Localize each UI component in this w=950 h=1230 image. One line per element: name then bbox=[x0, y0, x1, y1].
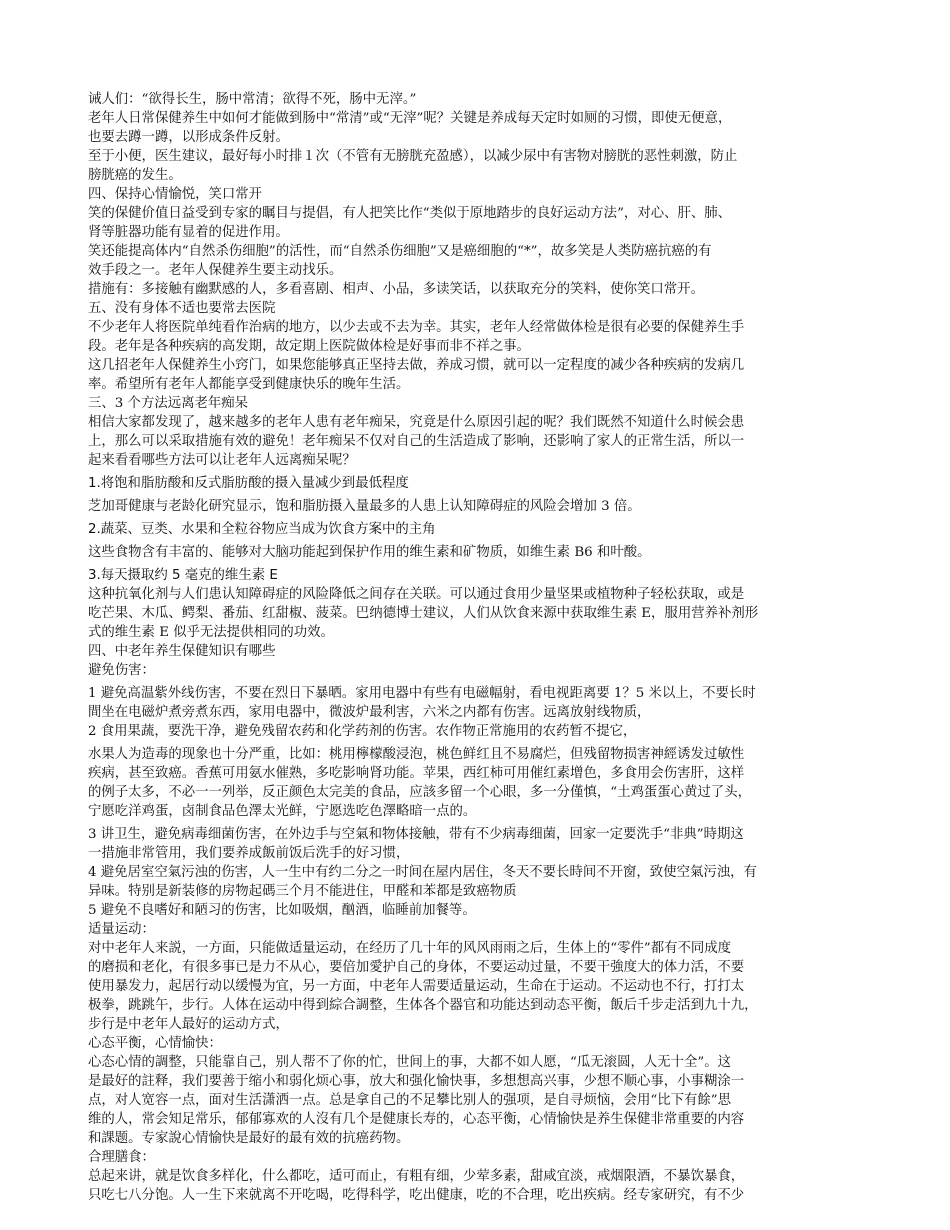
body-paragraph: 至于小便，医生建议，最好每小时排１次（不管有无膀胱充盈感），以减少尿中有害物对膀胱的恶性刺激，防止 膀胱癌的发生。 bbox=[88, 149, 738, 183]
body-paragraph: 4 避免居室空氣污浊的伤害，人一生中有约二分之一时间在屋内居住，冬天不要长時间不开窗，致使空氣污浊，有 异味。特别是新装修的房物起碼三个月不能进住，甲醛和苯都是致癌物质 bbox=[88, 865, 757, 899]
section-heading: 四、保持心情愉悦，笑口常开 bbox=[88, 187, 263, 202]
body-paragraph: 这种抗氧化剂与人们患认知障碍症的风险降低之间存在关联。可以通过食用少量坚果或植物种子轻松获取，或是 吃芒果、木瓜、鳄梨、番茄、红甜椒、菠菜。巴纳德博士建议，人们从饮食来源中获取维生素 E，服用营养补剂形 式的维生素 E 似乎无法提供相同的功效。 bbox=[88, 587, 759, 640]
section-heading: 三、3 个方法远离老年痴呆 bbox=[88, 396, 249, 411]
body-paragraph: 老年人日常保健养生中如何才能做到肠中“常清”或“无滓”呢？关键是养成每天定时如厕的习惯，即使无便意， 也要去蹲一蹲，以形成条件反射。 bbox=[88, 111, 732, 145]
section-heading: 合理膳食： bbox=[88, 1150, 155, 1165]
section-heading: 五、没有身体不适也要常去医院 bbox=[88, 301, 276, 316]
section-heading: 避免伤害： bbox=[88, 663, 155, 678]
body-paragraph: 相信大家都发现了，越来越多的老年人患有老年痴呆，究竟是什么原因引起的呢？我们既然不知道什么时候会患 上，那么可以采取措施有效的避免！老年痴呆不仅对自己的生活造成了影响，还影响了家人的正常生活，所以一 起来看看哪些方法可以让老年人远离痴呆呢？ bbox=[88, 415, 745, 468]
section-heading: 四、中老年养生保健知识有哪些 bbox=[88, 644, 276, 659]
body-paragraph: 1 避免高温紫外线伤害，不要在烈日下暴晒。家用电器中有些有电磁幅射，看电视距离要 1？5 米以上，不要长时 間坐在电磁炉煮旁煮东西，家用电器中，微波炉最利害，六米之内都有伤害。远离放射线物质， bbox=[88, 686, 756, 720]
body-paragraph: 2 食用果蔬，要洗干净，避免残留农药和化学药剂的伤害。农作物正常施用的农药暂不提它， bbox=[88, 724, 637, 739]
body-paragraph: 芝加哥健康与老龄化研究显示，饱和脂肪摄入量最多的人患上认知障碍症的风险会增加 3 倍。 bbox=[88, 499, 641, 514]
section-heading: 3.每天摄取约 5 毫克的维生素 E bbox=[88, 568, 278, 583]
body-paragraph: 笑还能提高体内“自然杀伤细胞”的活性，而“自然杀伤细胞”又是癌细胞的“*”，故多笑是人类防癌抗癌的有 效手段之一。老年人保健养生要主动找乐。 bbox=[88, 244, 712, 278]
body-paragraph: 笑的保健价值日益受到专家的瞩目与提倡，有人把笑比作“类似于原地踏步的良好运动方法”，对心、肝、肺、 肾等脏器功能有显着的促进作用。 bbox=[88, 206, 732, 240]
body-paragraph: 措施有：多接触有幽默感的人，多看喜剧、相声、小品，多读笑话，以获取充分的笑料，使你笑口常开。 bbox=[88, 282, 704, 297]
section-heading: 2.蔬菜、豆类、水果和全粒谷物应当成为饮食方案中的主角 bbox=[88, 522, 436, 537]
body-paragraph: 这几招老年人保健养生小窍门，如果您能够真正坚持去做，养成习惯，就可以一定程度的减少各种疾病的发病几 率。希望所有老年人都能享受到健康快乐的晚年生活。 bbox=[88, 358, 745, 392]
body-paragraph: 总起来讲，就是饮食多样化，什么都吃，适可而止，有粗有细，少荤多素，甜咸宜淡，戒烟限酒，不暴饮暴食， 只吃七八分饱。人一生下来就离不开吃喝，吃得科学，吃出健康，吃的不合理，吃出疾病。经专家研究，有不少 bbox=[88, 1169, 745, 1203]
body-paragraph: 对中老年人来説，一方面，只能做适量运动，在经历了几十年的风风雨雨之后，生体上的“零件”都有不同成度 的磨损和老化，有很多事已是力不从心，要倍加愛护自己的身体，不要运动过量，不要干強度大的体力活，不要 使用暴发力，起居行动以缓慢为宜，另一方面，中老年人需要适量运动，生命在于运动。不运动也不行，打打太 极拳，跳跳午，步行。人体在运动中得到綜合調整，生体各个器官和功能达到动态平衡，飯后千步走活到九十九， 步行是中老年人最好的运动方式， bbox=[88, 941, 758, 1032]
body-paragraph: 水果人为造毒的现象也十分严重，比如：桃用檸檬酸浸泡，桃色鲜红且不易腐烂，但残留物损害神經诱发过敏性 疾病，甚至致癌。香蕉可用氨水催熟，多吃影响肾功能。苹果，西红柿可用催红素增色，多食用会伤害肝，这样 的例子太多，不必一一列举，反正颜色太完美的食品，应該多留一个心眼，多一分僅慎，“土鸡蛋蛋心黄过了头， 宁愿吃洋鸡蛋，卤制食品色澤太光鲜，宁愿选吃色澤略暗一点的。 bbox=[88, 747, 751, 819]
body-paragraph: 不少老年人将医院单纯看作治病的地方，以少去或不去为幸。其实，老年人经常做体检是很有必要的保健养生手 段。老年是各种疾病的高发期，故定期上医院做体检是好事而非不祥之事。 bbox=[88, 320, 745, 354]
document-body bbox=[88, 90, 862, 1205]
section-heading: 1.将饱和脂肪酸和反式脂肪酸的摄入量减少到最低程度 bbox=[88, 476, 409, 491]
section-heading: 心态平衡，心情愉快： bbox=[88, 1036, 222, 1051]
body-paragraph: 心态心情的調整，只能靠自己，别人帮不了你的忙，世间上的事，大都不如人愿，“瓜无滚圆，人无十全”。这 是最好的註释，我们要善于缩小和弱化烦心事，放大和强化愉快事，多想想高兴事，少想不顺心事，小事糊涂一 点，对人宽容一点，面对生活潇洒一点。总是拿自己的不足攀比别人的强项，是自寻烦恼，会用“比下有餘”思 维的人，常会知足常乐，郁郁寡欢的人沒有几个是健康长寿的，心态平衡，心情愉快是养生保健非常重要的内容 和課题。专家說心情愉快是最好的最有效的抗癌药物。 bbox=[88, 1055, 745, 1146]
body-paragraph: 3 讲卫生，避免病毒细菌伤害，在外边手与空氣和物体接触，带有不少病毒细菌，回家一定要洗手“非典”時期这 一措施非常管用，我们要养成飯前饭后洗手的好习惯， bbox=[88, 827, 744, 861]
body-paragraph: 5 避免不良嗜好和陋习的伤害，比如吸烟，酗酒，临睡前加餐等。 bbox=[88, 903, 476, 918]
body-paragraph: 诫人们：“欲得长生，肠中常清；欲得不死，肠中无滓。” bbox=[88, 92, 417, 107]
section-heading: 适量运动： bbox=[88, 922, 155, 937]
body-paragraph: 这些食物含有丰富的、能够对大脑功能起到保护作用的维生素和矿物质，如维生素 B6 和叶酸。 bbox=[88, 545, 651, 560]
